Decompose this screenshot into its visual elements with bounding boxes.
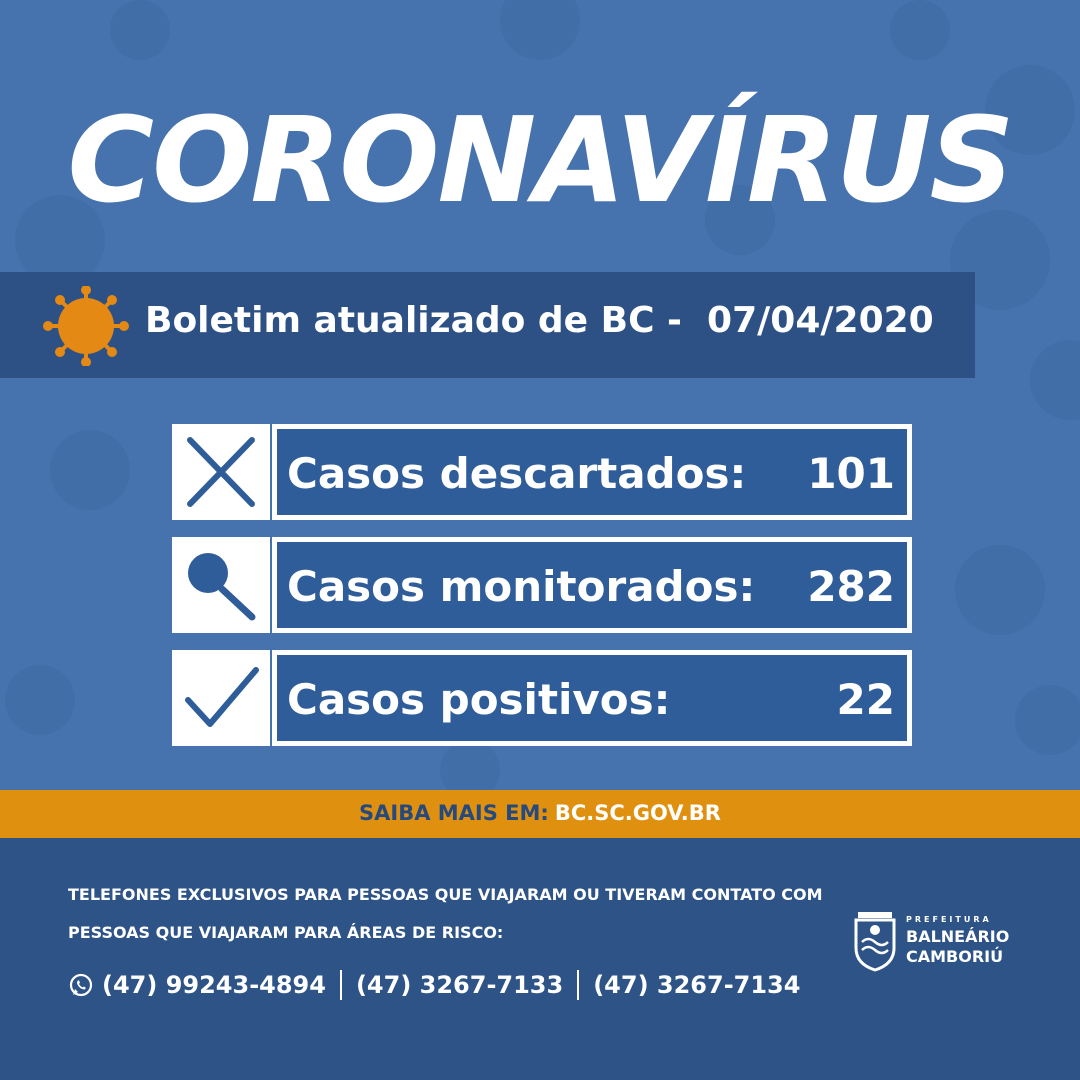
logo-prefeitura: PREFEITURA xyxy=(906,915,992,924)
stat-row-monitored xyxy=(172,537,912,633)
website-link[interactable]: BC.SC.GOV.BR xyxy=(554,801,721,825)
info-banner-label: SAIBA MAIS EM: xyxy=(359,801,549,825)
footer-text-line-1: TELEFONES EXCLUSIVOS PARA PESSOAS QUE VIAJARAM OU TIVERAM CONTATO COM xyxy=(68,885,823,904)
virus-icon xyxy=(38,286,134,366)
phone-number[interactable]: (47) 99243-4894 xyxy=(102,971,326,999)
bulletin-text: Boletim atualizado de BC - 07/04/2020 xyxy=(145,300,934,341)
x-icon xyxy=(182,434,260,510)
stat-label: Casos positivos: xyxy=(287,675,671,724)
phone-separator xyxy=(340,970,342,1000)
stat-label: Casos monitorados: xyxy=(287,562,756,611)
stat-box xyxy=(272,537,912,633)
city-hall-logo xyxy=(850,908,1030,978)
stat-icon-box xyxy=(172,537,270,633)
logo-balneario: BALNEÁRIO xyxy=(906,927,1010,946)
magnifier-icon xyxy=(182,547,260,623)
stat-value: 22 xyxy=(836,675,895,724)
whatsapp-icon xyxy=(68,972,94,998)
stat-label: Casos descartados: xyxy=(287,449,747,498)
stat-row-discarded xyxy=(172,424,912,520)
footer-text-line-2: PESSOAS QUE VIAJARAM PARA ÁREAS DE RISCO: xyxy=(68,923,504,942)
stat-box xyxy=(272,424,912,520)
phone-number[interactable]: (47) 3267-7134 xyxy=(593,971,801,999)
phone-separator xyxy=(577,970,579,1000)
page-title: CORONAVÍRUS xyxy=(67,91,1013,229)
checkmark-icon xyxy=(182,660,260,736)
stat-box xyxy=(272,650,912,746)
stat-row-positive xyxy=(172,650,912,746)
stat-icon-box xyxy=(172,424,270,520)
stat-icon-box xyxy=(172,650,270,746)
stat-value: 101 xyxy=(807,449,895,498)
crest-icon xyxy=(850,908,900,972)
logo-camboriu: CAMBORIÚ xyxy=(906,947,1004,966)
phone-number[interactable]: (47) 3267-7133 xyxy=(355,971,564,999)
info-banner xyxy=(0,790,1080,838)
footer xyxy=(0,838,1080,1080)
info-banner-text xyxy=(359,799,721,828)
stat-value: 282 xyxy=(807,562,895,611)
phone-list xyxy=(68,968,800,1002)
